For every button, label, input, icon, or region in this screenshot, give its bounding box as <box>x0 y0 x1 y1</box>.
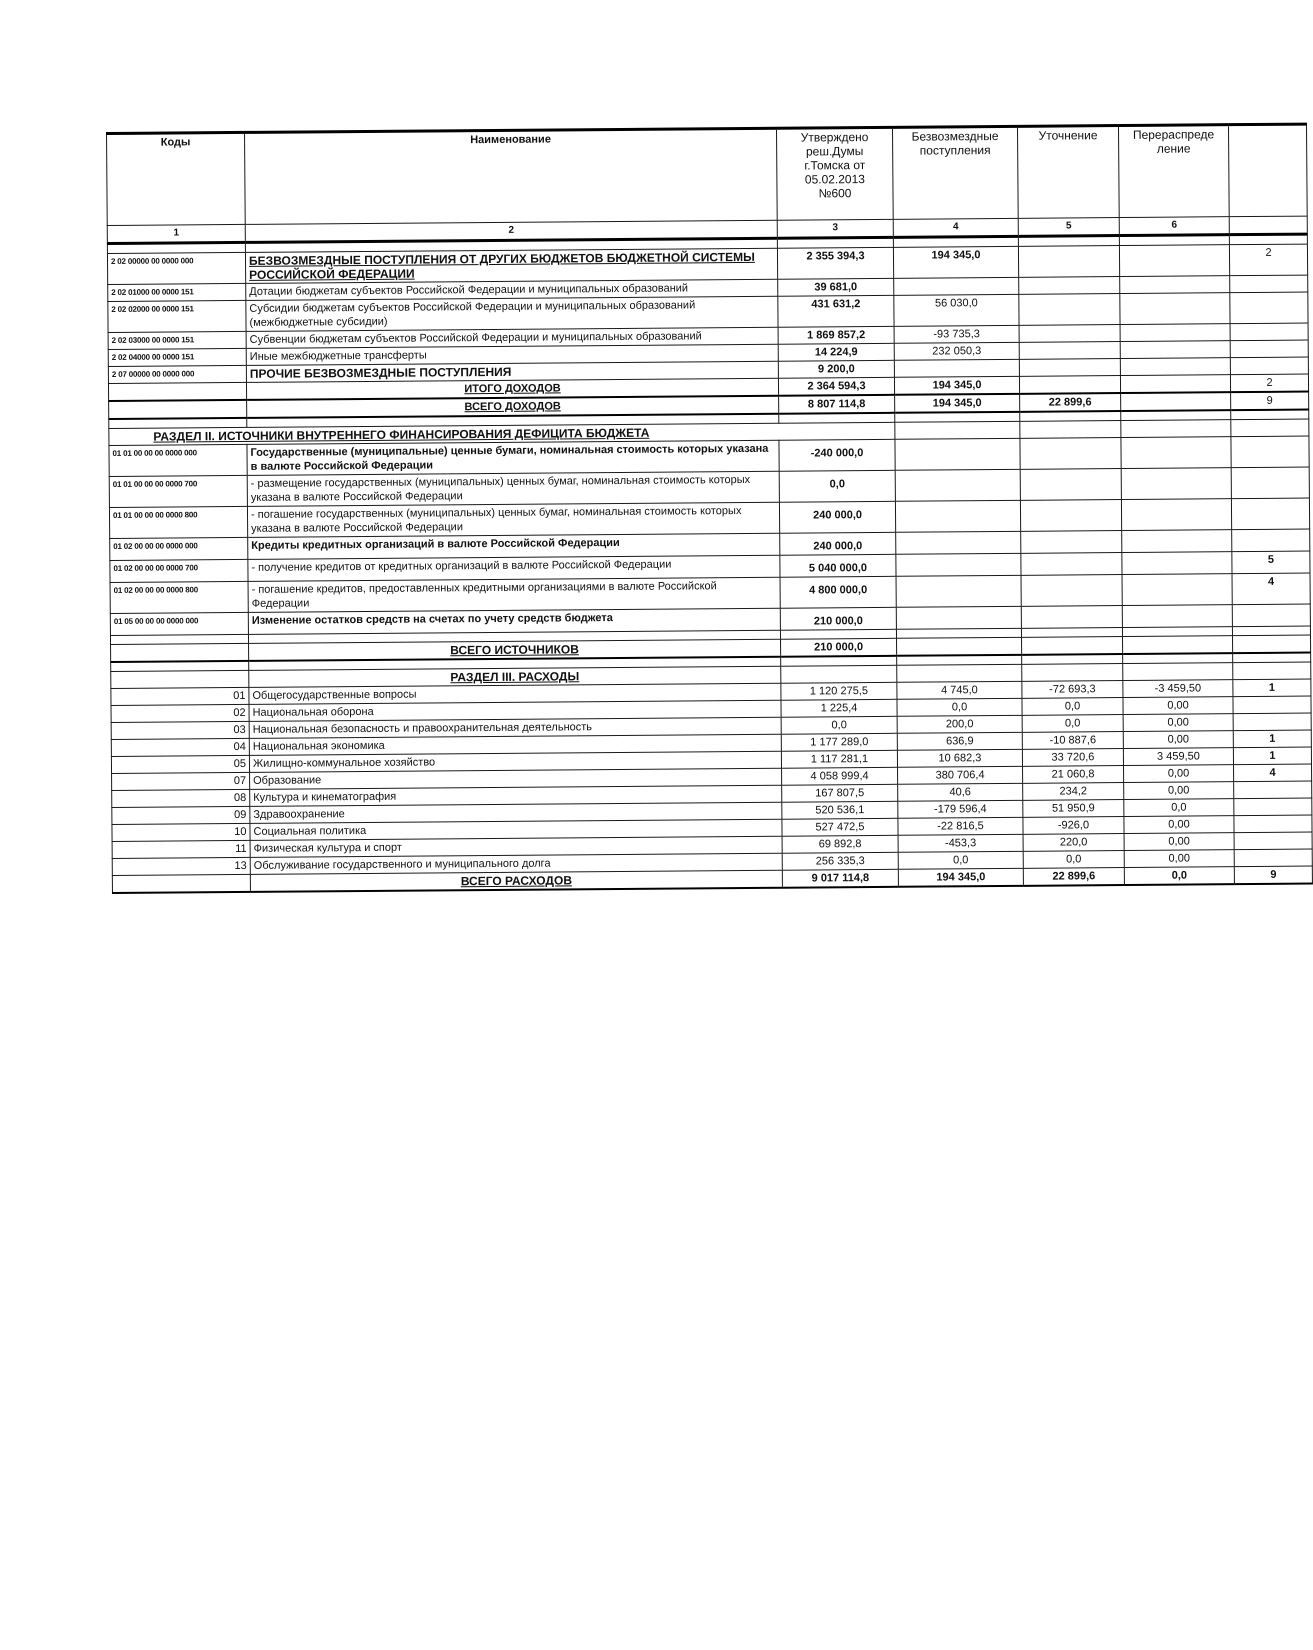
expense-extra: 4 <box>1234 764 1312 782</box>
expense-clarification: -10 887,6 <box>1022 732 1123 750</box>
empty-cell <box>1020 469 1121 501</box>
expense-code: 05 <box>111 755 249 773</box>
expense-clarification: 0,0 <box>1022 715 1123 733</box>
column-number: 1 <box>107 224 245 243</box>
budget-sheet <box>106 123 1281 894</box>
expense-clarification: 234,2 <box>1023 783 1124 801</box>
empty-cell <box>111 670 249 688</box>
income-redistribution <box>1120 341 1230 359</box>
income-total-grants: 194 345,0 <box>895 394 1020 413</box>
empty-cell <box>895 469 1020 501</box>
source-code: 01 02 00 00 00 0000 700 <box>110 559 248 582</box>
expenses-total-redistribution: 0,0 <box>1124 867 1234 885</box>
expense-grants: -453,3 <box>898 834 1023 852</box>
header-extra <box>1228 124 1307 217</box>
empty-cell <box>896 531 1021 554</box>
source-extra <box>1232 529 1310 552</box>
empty-cell <box>895 500 1020 532</box>
empty-cell <box>1122 552 1232 575</box>
income-approved: 39 681,0 <box>778 278 894 296</box>
expenses-total-label: ВСЕГО РАСХОДОВ <box>250 870 782 892</box>
income-total-redistribution <box>1120 375 1230 393</box>
expenses-total-extra: 9 <box>1234 866 1312 884</box>
income-redistribution <box>1120 293 1230 325</box>
expense-approved: 1 177 289,0 <box>781 733 897 751</box>
expense-grants: 40,6 <box>898 783 1023 801</box>
source-name: Изменение остатков средств на счетах по учету средств бюджета <box>248 608 780 634</box>
expense-approved: 520 536,1 <box>782 801 898 819</box>
empty-cell <box>1233 662 1311 680</box>
expense-code: 03 <box>111 721 249 739</box>
expense-approved: 4 058 999,4 <box>782 767 898 785</box>
empty-cell <box>1123 663 1233 681</box>
empty-cell <box>1021 575 1122 607</box>
source-code: 01 02 00 00 00 0000 000 <box>110 537 248 560</box>
source-extra <box>1231 467 1309 499</box>
source-extra <box>1232 604 1310 627</box>
expense-code: 04 <box>111 738 249 756</box>
expense-approved: 0,0 <box>781 716 897 734</box>
expense-code: 01 <box>111 687 249 705</box>
expense-extra <box>1234 832 1312 850</box>
income-grants: 232 050,3 <box>894 342 1019 360</box>
income-redistribution <box>1120 324 1230 342</box>
expense-extra: 1 <box>1233 679 1311 697</box>
income-approved: 1 869 857,2 <box>778 326 894 344</box>
source-extra: 5 <box>1232 551 1310 574</box>
expense-approved: 527 472,5 <box>782 818 898 836</box>
header-name: Наименование <box>245 128 778 224</box>
expense-grants: 380 706,4 <box>898 766 1023 784</box>
income-total-redistribution <box>1121 392 1231 411</box>
column-number: 3 <box>777 219 893 238</box>
header-clarification: Уточнение <box>1017 126 1119 219</box>
expenses-total-clarification: 22 899,6 <box>1023 868 1124 886</box>
expense-grants: -179 596,4 <box>898 800 1023 818</box>
expense-grants: 636,9 <box>897 732 1022 750</box>
source-code: 01 02 00 00 00 0000 800 <box>110 581 248 613</box>
expense-clarification: -926,0 <box>1023 817 1124 835</box>
source-extra <box>1231 498 1309 530</box>
income-clarification <box>1019 325 1120 343</box>
header-codes: Коды <box>107 132 246 225</box>
empty-cell <box>111 643 249 662</box>
income-name: БЕЗВОЗМЕЗДНЫЕ ПОСТУПЛЕНИЯ ОТ ДРУГИХ БЮДЖЕТОВ БЮДЖЕТНОЙ СИСТЕМЫ РОССИЙСКОЙ ФЕДЕРАЦИИ <box>245 248 777 283</box>
source-name: - погашение кредитов, предоставленных кредитными организациями в валюте Российской Федерации <box>248 577 780 612</box>
source-approved: 4 800 000,0 <box>780 576 896 608</box>
expense-approved: 1 225,4 <box>781 699 897 717</box>
source-name: - получение кредитов от кредитных организаций в валюте Российской Федерации <box>248 555 780 581</box>
income-redistribution <box>1119 245 1229 277</box>
section-3-title: РАЗДЕЛ III. РАСХОДЫ <box>249 666 781 687</box>
expense-redistribution: 3 459,50 <box>1123 748 1233 766</box>
income-total-extra: 9 <box>1231 392 1309 411</box>
column-number: 2 <box>245 220 777 242</box>
expense-name: Здравоохранение <box>250 802 782 823</box>
sources-total-label: ВСЕГО ИСТОЧНИКОВ <box>249 639 781 661</box>
header-approved-line: г.Томска от <box>804 158 866 173</box>
column-number: 5 <box>1018 218 1119 237</box>
expenses-total-approved: 9 017 114,8 <box>782 869 898 887</box>
expense-extra: 1 <box>1233 730 1311 748</box>
expense-clarification: -72 693,3 <box>1022 681 1123 699</box>
income-total-approved: 8 807 114,8 <box>779 395 895 414</box>
income-grants <box>894 277 1019 295</box>
expense-code: 11 <box>112 840 250 858</box>
empty-cell <box>1021 553 1122 576</box>
header-approved-line: №600 <box>818 186 852 201</box>
income-total-clarification <box>1019 376 1120 394</box>
income-code: 2 02 03000 00 0000 151 <box>108 331 246 349</box>
expense-extra <box>1234 781 1312 799</box>
expense-name: Национальная экономика <box>249 734 781 755</box>
income-name: Субсидии бюджетам субъектов Российской Федерации и муниципальных образований (межбюджетные субсидии) <box>246 296 778 331</box>
income-code: 2 02 01000 00 0000 151 <box>108 283 246 301</box>
empty-cell <box>1020 500 1121 532</box>
empty-cell <box>1122 636 1232 654</box>
expense-clarification: 21 060,8 <box>1023 766 1124 784</box>
expense-redistribution: 0,00 <box>1124 782 1234 800</box>
header-approved-line: Утверждено <box>800 130 869 145</box>
expense-extra <box>1233 713 1311 731</box>
expense-code: 07 <box>112 772 250 790</box>
expense-grants: 10 682,3 <box>897 749 1022 767</box>
expense-clarification: 0,0 <box>1023 851 1124 869</box>
income-grants <box>894 359 1019 377</box>
expense-extra <box>1234 798 1312 816</box>
income-clarification <box>1019 342 1120 360</box>
expense-approved: 69 892,8 <box>782 835 898 853</box>
expenses-total-grants: 194 345,0 <box>898 868 1023 886</box>
income-clarification <box>1018 246 1119 278</box>
expense-name: Общегосударственные вопросы <box>249 683 781 704</box>
expense-grants: 4 745,0 <box>897 681 1022 699</box>
income-code: 2 07 00000 00 0000 000 <box>108 365 246 383</box>
empty-cell <box>1121 420 1231 438</box>
empty-cell <box>1121 437 1231 469</box>
income-total-approved: 2 364 594,3 <box>778 377 894 395</box>
empty-cell <box>1021 606 1122 629</box>
expense-code: 08 <box>112 789 250 807</box>
expense-code: 10 <box>112 823 250 841</box>
expense-redistribution: 0,00 <box>1124 765 1234 783</box>
header-approved <box>776 127 893 220</box>
income-total-label: ВСЕГО ДОХОДОВ <box>247 396 779 418</box>
source-name: - погашение государственных (муниципальных) ценных бумаг, номинальная стоимость которых указана в валюте Российской Федерации <box>247 502 779 537</box>
column-number <box>1229 216 1307 235</box>
column-number: 4 <box>893 218 1018 237</box>
empty-cell <box>1020 421 1121 439</box>
source-name: - размещение государственных (муниципальных) ценных бумаг, номинальная стоимость которых указана в валюте Российской Федерации <box>247 471 779 506</box>
empty-cell <box>896 553 1021 576</box>
source-name: Кредиты кредитных организаций в валюте Российской Федерации <box>248 533 780 559</box>
source-approved: 240 000,0 <box>779 501 895 533</box>
empty-cell <box>112 874 250 893</box>
income-name: Субвенции бюджетам субъектов Российской Федерации и муниципальных образований <box>246 327 778 348</box>
income-total-clarification: 22 899,6 <box>1020 393 1121 412</box>
income-total-grants: 194 345,0 <box>894 376 1019 394</box>
expense-redistribution: 0,00 <box>1123 731 1233 749</box>
source-extra: 4 <box>1232 573 1310 605</box>
income-total-extra: 2 <box>1230 374 1308 392</box>
income-clarification <box>1019 277 1120 295</box>
source-extra <box>1231 436 1309 468</box>
income-extra <box>1230 357 1308 375</box>
expense-clarification: 220,0 <box>1023 834 1124 852</box>
income-total-label: ИТОГО ДОХОДОВ <box>246 378 778 400</box>
expense-code: 09 <box>112 806 250 824</box>
expense-extra <box>1234 815 1312 833</box>
empty-cell <box>1021 637 1122 655</box>
income-name: Иные межбюджетные трансферты <box>246 344 778 365</box>
income-extra <box>1230 323 1308 341</box>
income-redistribution <box>1120 276 1230 294</box>
income-extra: 2 <box>1229 244 1307 276</box>
empty-cell <box>108 382 246 401</box>
header-approved-line: реш.Думы <box>805 144 864 159</box>
expense-name: Обслуживание государственного и муниципального долга <box>250 853 782 874</box>
income-clarification <box>1019 359 1120 377</box>
expense-redistribution: 0,0 <box>1124 799 1234 817</box>
expense-name: Национальная безопасность и правоохранительная деятельность <box>249 717 781 738</box>
empty-cell <box>896 575 1021 607</box>
expense-code: 02 <box>111 704 249 722</box>
empty-cell <box>1122 530 1232 553</box>
expense-redistribution: 0,00 <box>1124 816 1234 834</box>
empty-cell <box>896 606 1021 629</box>
income-approved: 2 355 394,3 <box>777 247 893 279</box>
source-code: 01 01 00 00 00 0000 700 <box>109 475 247 507</box>
header-approved-line: 05.02.2013 <box>804 172 865 187</box>
income-approved: 14 224,9 <box>778 343 894 361</box>
expense-redistribution: 0,00 <box>1123 714 1233 732</box>
empty-cell <box>895 421 1020 439</box>
expense-clarification: 33 720,6 <box>1022 749 1123 767</box>
expense-name: Культура и кинематография <box>250 785 782 806</box>
expense-clarification: 0,0 <box>1022 698 1123 716</box>
source-approved: 240 000,0 <box>780 532 896 555</box>
source-approved: 0,0 <box>779 470 895 502</box>
empty-cell <box>897 637 1022 655</box>
expense-name: Физическая культура и спорт <box>250 836 782 857</box>
empty-cell <box>1232 635 1310 653</box>
income-clarification <box>1019 294 1120 326</box>
income-extra <box>1230 275 1308 293</box>
income-grants: 194 345,0 <box>893 246 1018 278</box>
expense-extra <box>1234 849 1312 867</box>
expense-approved: 256 335,3 <box>782 852 898 870</box>
expense-grants: 0,0 <box>898 851 1023 869</box>
income-code: 2 02 02000 00 0000 151 <box>108 300 246 332</box>
income-extra <box>1230 340 1308 358</box>
expense-grants: 0,0 <box>897 698 1022 716</box>
header-redistribution: Перераспреде ление <box>1118 125 1229 218</box>
expense-name: Социальная политика <box>250 819 782 840</box>
expense-code: 13 <box>112 857 250 875</box>
header-grants: Безвозмездные поступления <box>892 126 1018 219</box>
empty-cell <box>1231 419 1309 437</box>
income-approved: 9 200,0 <box>778 360 894 378</box>
empty-cell <box>1021 531 1122 554</box>
header-row <box>107 124 1308 225</box>
empty-cell <box>1122 605 1232 628</box>
section-2-title: РАЗДЕЛ II. ИСТОЧНИКИ ВНУТРЕННЕГО ФИНАНСИРОВАНИЯ ДЕФИЦИТА БЮДЖЕТА <box>109 422 895 445</box>
income-name: ПРОЧИЕ БЕЗВОЗМЕЗДНЫЕ ПОСТУПЛЕНИЯ <box>246 361 778 382</box>
source-code: 01 05 00 00 00 0000 000 <box>110 612 248 635</box>
source-code: 01 01 00 00 00 0000 800 <box>109 506 247 538</box>
income-code: 2 02 04000 00 0000 151 <box>108 348 246 366</box>
empty-cell <box>1022 664 1123 682</box>
expense-extra <box>1233 696 1311 714</box>
income-code: 2 02 00000 00 0000 000 <box>107 252 245 284</box>
empty-cell <box>1121 468 1231 500</box>
expense-redistribution: 0,00 <box>1124 850 1234 868</box>
empty-cell <box>109 400 247 419</box>
empty-cell <box>895 438 1020 470</box>
source-approved: 5 040 000,0 <box>780 554 896 577</box>
budget-table <box>106 123 1313 894</box>
source-name: Государственные (муниципальные) ценные бумаги, номинальная стоимость которых указана в валюте Российской Федерации <box>247 440 779 475</box>
expense-grants: 200,0 <box>897 715 1022 733</box>
income-approved: 431 631,2 <box>778 295 894 327</box>
expense-redistribution: 0,00 <box>1124 833 1234 851</box>
expense-approved: 1 120 275,5 <box>781 682 897 700</box>
empty-cell <box>897 664 1022 682</box>
expense-clarification: 51 950,9 <box>1023 800 1124 818</box>
budget-body <box>107 216 1312 893</box>
income-grants: -93 735,3 <box>894 325 1019 343</box>
expense-name: Национальная оборона <box>249 700 781 721</box>
source-approved: 210 000,0 <box>780 607 896 630</box>
income-extra <box>1230 292 1308 324</box>
empty-cell <box>1122 574 1232 606</box>
source-approved: -240 000,0 <box>779 439 895 471</box>
sources-total-approved: 210 000,0 <box>781 638 897 656</box>
source-code: 01 01 00 00 00 0000 000 <box>109 444 247 476</box>
income-name: Дотации бюджетам субъектов Российской Федерации и муниципальных образований <box>246 279 778 300</box>
expense-name: Жилищно-коммунальное хозяйство <box>249 751 781 772</box>
income-redistribution <box>1120 358 1230 376</box>
expense-name: Образование <box>250 768 782 789</box>
empty-cell <box>1020 438 1121 470</box>
empty-cell <box>1121 499 1231 531</box>
expense-approved: 167 807,5 <box>782 784 898 802</box>
expense-grants: -22 816,5 <box>898 817 1023 835</box>
column-number: 6 <box>1119 217 1229 236</box>
expense-redistribution: -3 459,50 <box>1123 680 1233 698</box>
expense-redistribution: 0,00 <box>1123 697 1233 715</box>
expense-extra: 1 <box>1233 747 1311 765</box>
empty-cell <box>781 665 897 683</box>
expense-approved: 1 117 281,1 <box>781 750 897 768</box>
income-grants: 56 030,0 <box>894 294 1019 326</box>
